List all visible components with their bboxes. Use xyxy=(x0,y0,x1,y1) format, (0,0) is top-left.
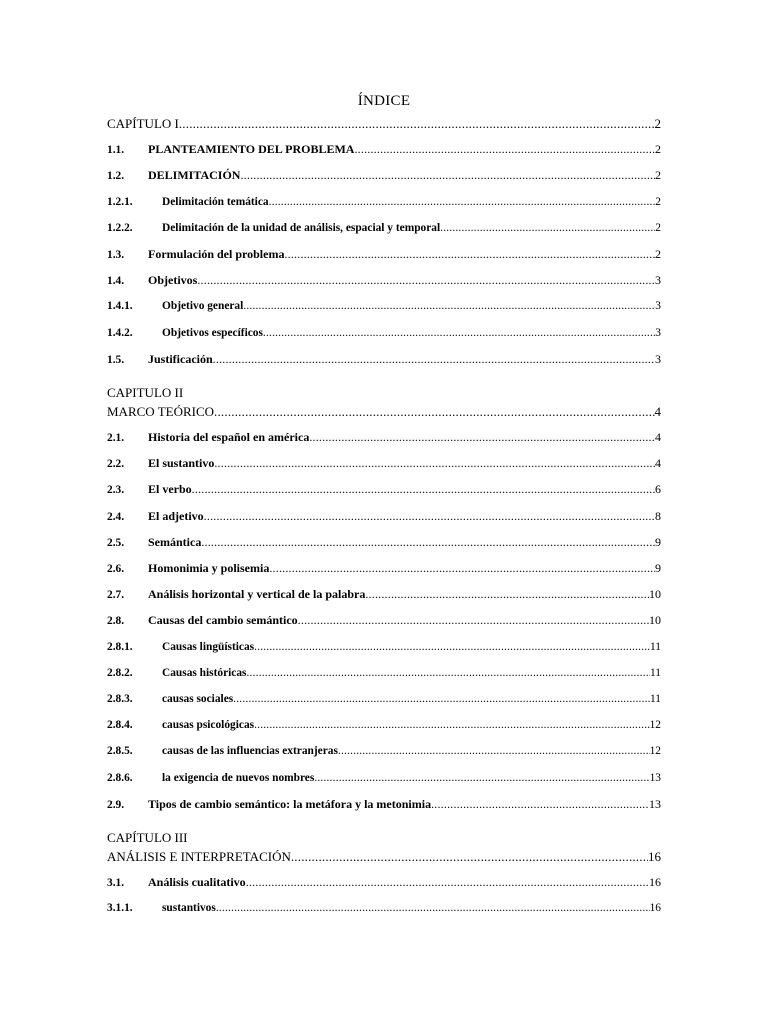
toc-page-number: 2 xyxy=(655,246,661,261)
toc-page-number: 9 xyxy=(655,534,661,549)
toc-dot-leader xyxy=(365,585,649,604)
toc-page-number: 4 xyxy=(655,430,661,445)
toc-page-number: 13 xyxy=(649,771,661,784)
toc-entry-label: la exigencia de nuevos nombres xyxy=(162,771,315,784)
toc-entry-label: causas de las influencias extranjeras xyxy=(162,745,338,758)
toc-entry-link[interactable] xyxy=(107,166,661,192)
toc-dot-leader xyxy=(263,324,655,343)
toc-entry-label: Delimitación de la unidad de análisis, espacial y temporal xyxy=(162,221,441,234)
toc-entry-label: Semántica xyxy=(148,534,202,549)
toc-dot-leader xyxy=(254,638,650,657)
toc-page xyxy=(107,88,661,925)
toc-entry-link[interactable] xyxy=(107,480,661,506)
toc-page-number: 2 xyxy=(655,195,661,208)
toc-entry-label: Delimitación temática xyxy=(162,195,269,208)
toc-dot-leader xyxy=(240,166,655,185)
toc-dot-leader xyxy=(246,873,649,892)
toc-entry-label: El sustantivo xyxy=(148,456,215,471)
toc-page-number: 10 xyxy=(649,587,661,602)
toc-page-number: 3 xyxy=(655,326,661,339)
toc-entry-number: 2.4. xyxy=(107,510,125,523)
toc-entry-label: PLANTEAMIENTO DEL PROBLEMA xyxy=(148,142,355,157)
toc-entry-link[interactable] xyxy=(107,899,661,925)
toc-entry-link[interactable] xyxy=(107,533,661,559)
toc-entry-number: 1.1. xyxy=(107,144,125,157)
toc-entry-label: Análisis horizontal y vertical de la palabra xyxy=(148,587,366,602)
toc-dot-leader xyxy=(354,140,655,159)
toc-entry-number: 1.4.2. xyxy=(107,326,133,339)
toc-dot-leader xyxy=(204,507,655,526)
toc-dot-leader xyxy=(254,716,650,735)
toc-chapter-block[interactable] xyxy=(107,821,661,873)
toc-entry-number: 3.1. xyxy=(107,877,125,890)
toc-dot-leader xyxy=(338,742,650,761)
toc-entry-link[interactable] xyxy=(107,664,661,690)
toc-dot-leader xyxy=(291,847,648,866)
toc-page-number: 8 xyxy=(655,508,661,523)
toc-entry-link[interactable] xyxy=(107,140,661,166)
toc-dot-leader xyxy=(269,193,656,212)
toc-page-number: 3 xyxy=(655,273,661,288)
toc-page-number: 2 xyxy=(655,168,661,183)
toc-entry-link[interactable] xyxy=(107,271,661,297)
toc-entry-number: 2.8.2. xyxy=(107,666,133,679)
toc-entry-number: 1.4.1. xyxy=(107,300,133,313)
toc-entry-link[interactable] xyxy=(107,716,661,742)
toc-entry-label: El adjetivo xyxy=(148,508,204,523)
toc-entry-number: 1.2. xyxy=(107,170,125,183)
toc-entry-link[interactable] xyxy=(107,114,661,140)
toc-entry-label: DELIMITACIÓN xyxy=(148,168,241,183)
toc-entry-label: Objetivo general xyxy=(162,300,244,313)
toc-entry-label: ANÁLISIS E INTERPRETACIÓN xyxy=(107,848,291,864)
toc-entry-label: Formulación del problema xyxy=(148,246,285,261)
toc-entry-number: 1.2.1. xyxy=(107,195,133,208)
toc-page-number: 11 xyxy=(650,640,661,653)
toc-entry-link[interactable] xyxy=(107,507,661,533)
toc-entry-number: 2.1. xyxy=(107,432,125,445)
toc-entry-number: 2.2. xyxy=(107,458,125,471)
toc-entry-label: Tipos de cambio semántico: la metáfora y la metonimia xyxy=(148,796,432,811)
toc-dot-leader xyxy=(192,480,655,499)
toc-page-number: 16 xyxy=(649,875,661,890)
toc-entry-number: 1.4. xyxy=(107,275,125,288)
toc-entry-link[interactable] xyxy=(107,428,661,454)
toc-entry-label: Análisis cualitativo xyxy=(148,875,246,890)
toc-entry-number: 2.8. xyxy=(107,615,125,628)
toc-entry-label: Objetivos xyxy=(148,273,198,288)
toc-dot-leader xyxy=(214,402,654,421)
toc-entry-link[interactable] xyxy=(107,847,661,873)
toc-chapter-heading: CAPITULO II xyxy=(107,384,184,400)
toc-entry-label: Justificación xyxy=(148,351,213,366)
toc-entry-link[interactable] xyxy=(107,690,661,716)
toc-entry-label: causas psicológicas xyxy=(162,719,255,732)
toc-dot-leader xyxy=(269,559,655,578)
toc-chapter-heading: CAPÍTULO III xyxy=(107,829,188,845)
toc-entry-number: 2.7. xyxy=(107,589,125,602)
toc-page-number: 11 xyxy=(650,692,661,705)
toc-entry-label: Causas del cambio semántico xyxy=(148,613,298,628)
toc-page-number: 3 xyxy=(655,300,661,313)
toc-page-number: 2 xyxy=(655,142,661,157)
toc-page-number: 12 xyxy=(649,719,661,732)
toc-title: ÍNDICE xyxy=(357,93,411,109)
toc-dot-leader xyxy=(298,611,649,630)
toc-entry-number: 2.5. xyxy=(107,536,125,549)
toc-entry-number: 2.8.3. xyxy=(107,692,133,705)
toc-entry-number: 2.8.5. xyxy=(107,745,133,758)
toc-page-number: 10 xyxy=(649,613,661,628)
toc-chapter-block[interactable] xyxy=(107,376,661,428)
toc-entry-link[interactable] xyxy=(107,193,661,219)
toc-entry-link[interactable] xyxy=(107,611,661,637)
toc-entry-link[interactable] xyxy=(107,219,661,245)
toc-entry-label: Objetivos específicos xyxy=(162,326,263,339)
toc-dot-leader xyxy=(213,350,655,369)
toc-dot-leader xyxy=(284,245,655,264)
toc-entry-number: 2.3. xyxy=(107,484,125,497)
toc-entry-number: 1.5. xyxy=(107,353,125,366)
toc-entry-label: Homonimia y polisemia xyxy=(148,561,270,575)
toc-dot-leader xyxy=(201,533,655,552)
toc-entry-link[interactable] xyxy=(107,638,661,664)
toc-entry-number: 2.8.6. xyxy=(107,771,133,784)
toc-entry-number: 2.8.1. xyxy=(107,640,133,653)
toc-page-number: 9 xyxy=(655,561,661,575)
toc-page-number: 2 xyxy=(654,116,661,131)
toc-page-number: 4 xyxy=(654,403,661,419)
toc-dot-leader xyxy=(214,454,655,473)
toc-entry-label: CAPÍTULO I xyxy=(107,116,179,131)
toc-entry-link[interactable] xyxy=(107,402,661,428)
toc-entry-label: causas sociales xyxy=(162,692,234,705)
toc-entry-link[interactable] xyxy=(107,245,661,271)
toc-page-number: 16 xyxy=(649,902,661,915)
toc-entry-number: 2.9. xyxy=(107,798,125,811)
toc-entry-link[interactable] xyxy=(107,769,661,795)
toc-dot-leader xyxy=(243,297,655,316)
toc-entry-label: Causas lingüísticas xyxy=(162,640,255,653)
toc-entry-number: 1.2.2. xyxy=(107,221,133,234)
toc-page-number: 12 xyxy=(649,745,661,758)
toc-entry-label: El verbo xyxy=(148,482,192,497)
toc-entry-number: 1.3. xyxy=(107,248,125,261)
toc-page-number: 11 xyxy=(650,666,661,679)
toc-entry-link[interactable] xyxy=(107,454,661,480)
toc-list xyxy=(107,114,661,925)
toc-entry-link[interactable] xyxy=(107,324,661,350)
toc-entry-number: 2.8.4. xyxy=(107,719,133,732)
toc-entry-number: 3.1.1. xyxy=(107,902,133,915)
toc-entry-link[interactable] xyxy=(107,559,661,585)
toc-page-number: 3 xyxy=(655,351,661,366)
toc-page-number: 16 xyxy=(648,848,661,864)
toc-page-number: 13 xyxy=(649,796,661,811)
toc-page-number: 2 xyxy=(655,221,661,234)
toc-entry-number: 2.6. xyxy=(107,563,125,575)
toc-entry-label: Historia del español en américa xyxy=(148,430,310,445)
toc-entry-link[interactable] xyxy=(107,795,661,821)
toc-dot-leader xyxy=(309,428,655,447)
toc-page-number: 6 xyxy=(655,482,661,497)
toc-dot-leader xyxy=(431,795,649,814)
toc-page-number: 4 xyxy=(655,456,661,471)
toc-entry-label: sustantivos xyxy=(162,902,216,915)
toc-entry-link[interactable] xyxy=(107,297,661,323)
toc-dot-leader xyxy=(197,271,655,290)
toc-entry-link[interactable] xyxy=(107,350,661,376)
toc-entry-link[interactable] xyxy=(107,742,661,768)
toc-dot-leader xyxy=(247,664,651,683)
toc-dot-leader xyxy=(179,114,655,133)
toc-entry-link[interactable] xyxy=(107,585,661,611)
toc-dot-leader xyxy=(216,899,650,918)
toc-entry-label: Causas históricas xyxy=(162,666,247,679)
toc-entry-link[interactable] xyxy=(107,873,661,899)
toc-dot-leader xyxy=(314,769,649,788)
toc-dot-leader xyxy=(233,690,650,709)
toc-entry-label: MARCO TEÓRICO xyxy=(107,403,215,419)
toc-dot-leader xyxy=(440,219,655,238)
